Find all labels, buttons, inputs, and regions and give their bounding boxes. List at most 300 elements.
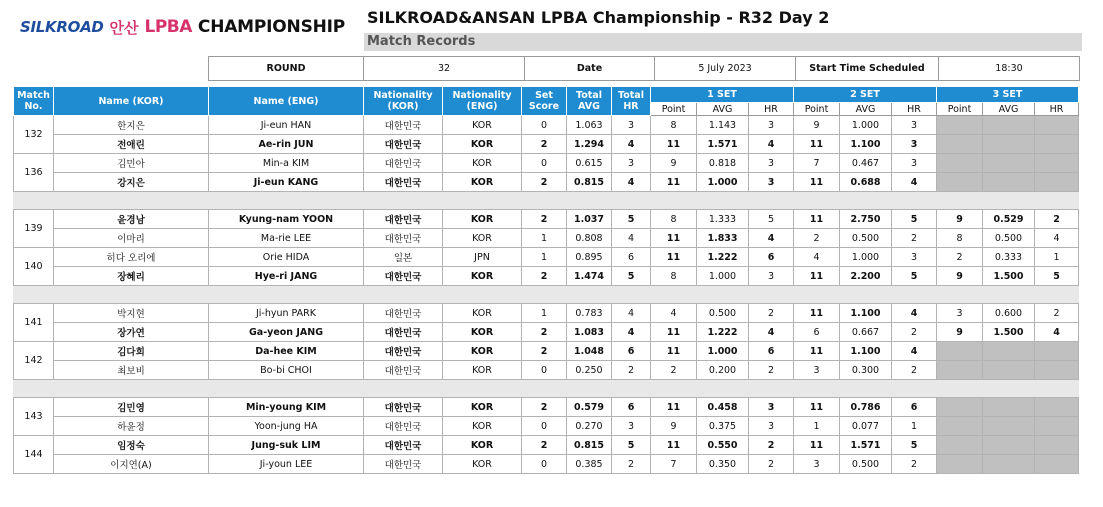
player-row bbox=[14, 455, 1079, 474]
set2-hr: 5 bbox=[892, 267, 937, 286]
set-score: 2 bbox=[522, 135, 567, 154]
separator-cell bbox=[14, 286, 1079, 304]
set1-point: 11 bbox=[651, 173, 697, 192]
match-number: 132 bbox=[14, 116, 54, 154]
set1-point: 11 bbox=[651, 342, 697, 361]
set3-point: 3 bbox=[937, 304, 983, 323]
set2-hr: 3 bbox=[892, 154, 937, 173]
set3-hr: 4 bbox=[1035, 323, 1079, 342]
player-name-eng: Orie HIDA bbox=[209, 248, 364, 267]
nationality-kor: 대한민국 bbox=[364, 210, 443, 229]
header-set-2: 2 SET bbox=[794, 87, 937, 103]
set1-point: 8 bbox=[651, 116, 697, 135]
player-name-eng: Hye-ri JANG bbox=[209, 267, 364, 286]
set3-point: 2 bbox=[937, 248, 983, 267]
set2-hr: 3 bbox=[892, 248, 937, 267]
round-value: 32 bbox=[364, 57, 525, 81]
header-set2-avg: AVG bbox=[840, 103, 892, 116]
set-score: 0 bbox=[522, 154, 567, 173]
header-set1-avg: AVG bbox=[697, 103, 749, 116]
total-avg: 1.048 bbox=[567, 342, 612, 361]
player-name-kor: 전애린 bbox=[54, 135, 209, 154]
total-avg: 1.474 bbox=[567, 267, 612, 286]
total-avg: 0.579 bbox=[567, 398, 612, 417]
nationality-eng: KOR bbox=[443, 116, 522, 135]
set3-empty-cell bbox=[983, 173, 1035, 192]
group-separator bbox=[14, 380, 1079, 398]
group-separator bbox=[14, 192, 1079, 210]
date-value: 5 July 2023 bbox=[655, 57, 796, 81]
total-hr: 6 bbox=[612, 398, 651, 417]
set3-hr: 1 bbox=[1035, 248, 1079, 267]
set2-avg: 0.500 bbox=[840, 229, 892, 248]
set2-hr: 3 bbox=[892, 116, 937, 135]
set3-empty-cell bbox=[983, 116, 1035, 135]
set3-empty-cell bbox=[983, 436, 1035, 455]
total-avg: 0.783 bbox=[567, 304, 612, 323]
set3-empty-cell bbox=[1035, 398, 1079, 417]
nationality-kor: 대한민국 bbox=[364, 135, 443, 154]
player-name-kor: 장가연 bbox=[54, 323, 209, 342]
player-name-kor: 히다 오리에 bbox=[54, 248, 209, 267]
player-name-kor: 윤경남 bbox=[54, 210, 209, 229]
header-set1-hr: HR bbox=[749, 103, 794, 116]
header-set3-point: Point bbox=[937, 103, 983, 116]
set2-avg: 0.077 bbox=[840, 417, 892, 436]
set3-empty-cell bbox=[937, 361, 983, 380]
set1-avg: 1.143 bbox=[697, 116, 749, 135]
set2-avg: 1.100 bbox=[840, 342, 892, 361]
set-score: 2 bbox=[522, 267, 567, 286]
total-hr: 3 bbox=[612, 116, 651, 135]
set2-avg: 0.667 bbox=[840, 323, 892, 342]
set-score: 1 bbox=[522, 304, 567, 323]
player-name-kor: 강지은 bbox=[54, 173, 209, 192]
nationality-eng: KOR bbox=[443, 361, 522, 380]
match-number: 141 bbox=[14, 304, 54, 342]
set1-point: 11 bbox=[651, 248, 697, 267]
logo-lpba-text: LPBA bbox=[144, 17, 192, 37]
set1-point: 4 bbox=[651, 304, 697, 323]
set2-hr: 2 bbox=[892, 361, 937, 380]
set3-empty-cell bbox=[937, 455, 983, 474]
nationality-eng: KOR bbox=[443, 229, 522, 248]
player-name-eng: Da-hee KIM bbox=[209, 342, 364, 361]
player-row bbox=[14, 417, 1079, 436]
set3-avg: 0.333 bbox=[983, 248, 1035, 267]
nationality-kor: 대한민국 bbox=[364, 267, 443, 286]
separator-cell bbox=[14, 192, 1079, 210]
nationality-kor: 대한민국 bbox=[364, 173, 443, 192]
logo-championship-text: CHAMPIONSHIP bbox=[197, 17, 346, 37]
player-name-kor: 한지은 bbox=[54, 116, 209, 135]
total-avg: 0.250 bbox=[567, 361, 612, 380]
set1-hr: 6 bbox=[749, 248, 794, 267]
set2-avg: 0.688 bbox=[840, 173, 892, 192]
set3-empty-cell bbox=[983, 135, 1035, 154]
nationality-eng: KOR bbox=[443, 135, 522, 154]
set2-hr: 5 bbox=[892, 436, 937, 455]
set-score: 1 bbox=[522, 248, 567, 267]
set3-empty-cell bbox=[937, 135, 983, 154]
set3-empty-cell bbox=[1035, 173, 1079, 192]
set1-point: 8 bbox=[651, 267, 697, 286]
header-set1-point: Point bbox=[651, 103, 697, 116]
set3-empty-cell bbox=[937, 436, 983, 455]
player-name-eng: Ji-hyun PARK bbox=[209, 304, 364, 323]
total-hr: 4 bbox=[612, 323, 651, 342]
set1-avg: 1.833 bbox=[697, 229, 749, 248]
header-set-3: 3 SET bbox=[937, 87, 1079, 103]
set1-avg: 0.818 bbox=[697, 154, 749, 173]
nationality-eng: KOR bbox=[443, 342, 522, 361]
set1-hr: 4 bbox=[749, 323, 794, 342]
start-time-value: 18:30 bbox=[939, 57, 1080, 81]
player-name-kor: 김다희 bbox=[54, 342, 209, 361]
set3-empty-cell bbox=[1035, 417, 1079, 436]
nationality-kor: 일본 bbox=[364, 248, 443, 267]
nationality-kor: 대한민국 bbox=[364, 436, 443, 455]
set2-point: 11 bbox=[794, 267, 840, 286]
header-name-eng: Name (ENG) bbox=[209, 87, 364, 116]
set2-avg: 1.000 bbox=[840, 116, 892, 135]
set2-point: 11 bbox=[794, 342, 840, 361]
total-avg: 0.815 bbox=[567, 436, 612, 455]
round-label: ROUND bbox=[209, 57, 364, 81]
set2-point: 11 bbox=[794, 398, 840, 417]
set3-empty-cell bbox=[937, 154, 983, 173]
page-title: SILKROAD&ANSAN LPBA Championship - R32 Day 2 bbox=[367, 8, 830, 27]
set1-avg: 1.000 bbox=[697, 173, 749, 192]
set1-avg: 0.550 bbox=[697, 436, 749, 455]
set3-empty-cell bbox=[937, 398, 983, 417]
player-row bbox=[14, 342, 1079, 361]
player-row bbox=[14, 304, 1079, 323]
set3-empty-cell bbox=[1035, 361, 1079, 380]
set-score: 2 bbox=[522, 342, 567, 361]
match-number: 140 bbox=[14, 248, 54, 286]
set1-point: 11 bbox=[651, 398, 697, 417]
set3-empty-cell bbox=[1035, 436, 1079, 455]
championship-logo bbox=[20, 12, 345, 42]
set1-point: 11 bbox=[651, 323, 697, 342]
set3-empty-cell bbox=[983, 417, 1035, 436]
total-hr: 5 bbox=[612, 267, 651, 286]
nationality-eng: KOR bbox=[443, 267, 522, 286]
set2-point: 9 bbox=[794, 116, 840, 135]
set1-avg: 0.458 bbox=[697, 398, 749, 417]
group-separator bbox=[14, 286, 1079, 304]
set2-hr: 4 bbox=[892, 173, 937, 192]
nationality-kor: 대한민국 bbox=[364, 361, 443, 380]
player-name-eng: Ji-eun KANG bbox=[209, 173, 364, 192]
set1-avg: 0.500 bbox=[697, 304, 749, 323]
set-score: 2 bbox=[522, 210, 567, 229]
header-name-kor: Name (KOR) bbox=[54, 87, 209, 116]
set-score: 1 bbox=[522, 229, 567, 248]
set-score: 0 bbox=[522, 417, 567, 436]
set1-hr: 6 bbox=[749, 342, 794, 361]
player-name-kor: 하윤정 bbox=[54, 417, 209, 436]
separator-cell bbox=[14, 380, 1079, 398]
nationality-eng: KOR bbox=[443, 210, 522, 229]
player-row bbox=[14, 248, 1079, 267]
header-nationality-eng: Nationality (ENG) bbox=[443, 87, 522, 116]
round-info-table bbox=[208, 56, 1080, 81]
set2-hr: 2 bbox=[892, 455, 937, 474]
header-set3-hr: HR bbox=[1035, 103, 1079, 116]
set2-avg: 1.000 bbox=[840, 248, 892, 267]
set-score: 0 bbox=[522, 116, 567, 135]
date-label: Date bbox=[525, 57, 655, 81]
set3-empty-cell bbox=[983, 342, 1035, 361]
set1-point: 11 bbox=[651, 229, 697, 248]
logo-ansan-text: 안산 bbox=[109, 18, 139, 37]
header-set-score: Set Score bbox=[522, 87, 567, 116]
player-row bbox=[14, 267, 1079, 286]
nationality-kor: 대한민국 bbox=[364, 398, 443, 417]
player-name-eng: Yoon-jung HA bbox=[209, 417, 364, 436]
set1-hr: 2 bbox=[749, 436, 794, 455]
nationality-eng: KOR bbox=[443, 455, 522, 474]
player-name-eng: Jung-suk LIM bbox=[209, 436, 364, 455]
set1-point: 11 bbox=[651, 436, 697, 455]
set1-avg: 0.200 bbox=[697, 361, 749, 380]
set1-hr: 2 bbox=[749, 304, 794, 323]
header-total-hr: Total HR bbox=[612, 87, 651, 116]
player-name-kor: 박지현 bbox=[54, 304, 209, 323]
set2-hr: 1 bbox=[892, 417, 937, 436]
set2-point: 11 bbox=[794, 210, 840, 229]
set3-hr: 2 bbox=[1035, 304, 1079, 323]
set2-point: 11 bbox=[794, 173, 840, 192]
set1-avg: 1.222 bbox=[697, 248, 749, 267]
set3-empty-cell bbox=[937, 173, 983, 192]
total-hr: 3 bbox=[612, 154, 651, 173]
total-avg: 1.037 bbox=[567, 210, 612, 229]
total-hr: 3 bbox=[612, 417, 651, 436]
set2-avg: 1.571 bbox=[840, 436, 892, 455]
set3-point: 8 bbox=[937, 229, 983, 248]
nationality-eng: KOR bbox=[443, 436, 522, 455]
nationality-eng: KOR bbox=[443, 417, 522, 436]
set1-hr: 4 bbox=[749, 229, 794, 248]
nationality-kor: 대한민국 bbox=[364, 323, 443, 342]
set2-point: 11 bbox=[794, 436, 840, 455]
set-score: 2 bbox=[522, 398, 567, 417]
total-hr: 6 bbox=[612, 248, 651, 267]
header-set2-hr: HR bbox=[892, 103, 937, 116]
set2-point: 7 bbox=[794, 154, 840, 173]
set2-point: 6 bbox=[794, 323, 840, 342]
set3-empty-cell bbox=[1035, 455, 1079, 474]
nationality-eng: JPN bbox=[443, 248, 522, 267]
set1-hr: 3 bbox=[749, 267, 794, 286]
set3-empty-cell bbox=[937, 116, 983, 135]
nationality-kor: 대한민국 bbox=[364, 154, 443, 173]
nationality-kor: 대한민국 bbox=[364, 229, 443, 248]
total-avg: 1.063 bbox=[567, 116, 612, 135]
set3-hr: 2 bbox=[1035, 210, 1079, 229]
set3-avg: 0.500 bbox=[983, 229, 1035, 248]
player-row bbox=[14, 323, 1079, 342]
set1-hr: 2 bbox=[749, 455, 794, 474]
player-name-eng: Ma-rie LEE bbox=[209, 229, 364, 248]
nationality-kor: 대한민국 bbox=[364, 417, 443, 436]
player-name-kor: 김민아 bbox=[54, 154, 209, 173]
player-name-kor: 최보비 bbox=[54, 361, 209, 380]
set3-empty-cell bbox=[983, 398, 1035, 417]
player-name-eng: Min-young KIM bbox=[209, 398, 364, 417]
logo-silkroad-text: SILKROAD bbox=[20, 18, 104, 36]
player-name-eng: Ji-eun HAN bbox=[209, 116, 364, 135]
header-set2-point: Point bbox=[794, 103, 840, 116]
total-hr: 4 bbox=[612, 135, 651, 154]
set2-hr: 3 bbox=[892, 135, 937, 154]
set3-point: 9 bbox=[937, 210, 983, 229]
set2-point: 3 bbox=[794, 455, 840, 474]
match-number: 142 bbox=[14, 342, 54, 380]
set3-avg: 1.500 bbox=[983, 267, 1035, 286]
match-number: 143 bbox=[14, 398, 54, 436]
set2-avg: 1.100 bbox=[840, 135, 892, 154]
player-name-eng: Ae-rin JUN bbox=[209, 135, 364, 154]
header-set-1: 1 SET bbox=[651, 87, 794, 103]
player-name-eng: Min-a KIM bbox=[209, 154, 364, 173]
set-score: 0 bbox=[522, 455, 567, 474]
set2-point: 2 bbox=[794, 229, 840, 248]
set2-hr: 6 bbox=[892, 398, 937, 417]
player-row bbox=[14, 229, 1079, 248]
set3-point: 9 bbox=[937, 323, 983, 342]
set1-point: 11 bbox=[651, 135, 697, 154]
set2-hr: 4 bbox=[892, 304, 937, 323]
set1-hr: 3 bbox=[749, 154, 794, 173]
total-avg: 0.385 bbox=[567, 455, 612, 474]
set2-point: 1 bbox=[794, 417, 840, 436]
set3-empty-cell bbox=[937, 342, 983, 361]
player-row bbox=[14, 116, 1079, 135]
total-avg: 0.808 bbox=[567, 229, 612, 248]
player-name-eng: Kyung-nam YOON bbox=[209, 210, 364, 229]
set1-avg: 1.333 bbox=[697, 210, 749, 229]
total-hr: 4 bbox=[612, 229, 651, 248]
set1-avg: 0.350 bbox=[697, 455, 749, 474]
set2-avg: 0.300 bbox=[840, 361, 892, 380]
set2-point: 3 bbox=[794, 361, 840, 380]
total-avg: 1.083 bbox=[567, 323, 612, 342]
set2-hr: 2 bbox=[892, 229, 937, 248]
total-avg: 0.270 bbox=[567, 417, 612, 436]
set2-avg: 2.200 bbox=[840, 267, 892, 286]
start-time-label: Start Time Scheduled bbox=[796, 57, 939, 81]
set2-avg: 0.467 bbox=[840, 154, 892, 173]
set3-empty-cell bbox=[1035, 154, 1079, 173]
nationality-kor: 대한민국 bbox=[364, 455, 443, 474]
set-score: 2 bbox=[522, 323, 567, 342]
set1-hr: 3 bbox=[749, 398, 794, 417]
total-avg: 0.615 bbox=[567, 154, 612, 173]
total-hr: 2 bbox=[612, 455, 651, 474]
header-nationality-kor: Nationality (KOR) bbox=[364, 87, 443, 116]
set3-empty-cell bbox=[937, 417, 983, 436]
set3-point: 9 bbox=[937, 267, 983, 286]
total-hr: 5 bbox=[612, 436, 651, 455]
player-row bbox=[14, 135, 1079, 154]
set2-avg: 1.100 bbox=[840, 304, 892, 323]
set2-hr: 5 bbox=[892, 210, 937, 229]
total-avg: 0.895 bbox=[567, 248, 612, 267]
set3-avg: 0.600 bbox=[983, 304, 1035, 323]
set3-hr: 5 bbox=[1035, 267, 1079, 286]
match-records-table bbox=[13, 86, 1079, 474]
set2-avg: 0.786 bbox=[840, 398, 892, 417]
total-hr: 6 bbox=[612, 342, 651, 361]
nationality-eng: KOR bbox=[443, 398, 522, 417]
set3-empty-cell bbox=[983, 455, 1035, 474]
set3-empty-cell bbox=[1035, 135, 1079, 154]
header-match-no: Match No. bbox=[14, 87, 54, 116]
set3-avg: 0.529 bbox=[983, 210, 1035, 229]
set-score: 2 bbox=[522, 173, 567, 192]
section-title: Match Records bbox=[364, 33, 1082, 51]
total-hr: 4 bbox=[612, 304, 651, 323]
set1-hr: 3 bbox=[749, 116, 794, 135]
set1-point: 2 bbox=[651, 361, 697, 380]
set1-avg: 1.000 bbox=[697, 342, 749, 361]
nationality-kor: 대한민국 bbox=[364, 304, 443, 323]
player-name-eng: Ga-yeon JANG bbox=[209, 323, 364, 342]
set2-point: 11 bbox=[794, 304, 840, 323]
player-name-kor: 이지연(A) bbox=[54, 455, 209, 474]
total-hr: 2 bbox=[612, 361, 651, 380]
player-row bbox=[14, 436, 1079, 455]
set3-empty-cell bbox=[983, 154, 1035, 173]
player-name-eng: Ji-youn LEE bbox=[209, 455, 364, 474]
match-number: 136 bbox=[14, 154, 54, 192]
set-score: 0 bbox=[522, 361, 567, 380]
player-name-kor: 김민영 bbox=[54, 398, 209, 417]
set1-hr: 3 bbox=[749, 173, 794, 192]
set3-empty-cell bbox=[1035, 116, 1079, 135]
player-name-kor: 이마리 bbox=[54, 229, 209, 248]
set2-point: 11 bbox=[794, 135, 840, 154]
nationality-eng: KOR bbox=[443, 304, 522, 323]
nationality-kor: 대한민국 bbox=[364, 116, 443, 135]
set1-avg: 0.375 bbox=[697, 417, 749, 436]
player-name-eng: Bo-bi CHOI bbox=[209, 361, 364, 380]
set2-avg: 0.500 bbox=[840, 455, 892, 474]
set1-point: 7 bbox=[651, 455, 697, 474]
header-set3-avg: AVG bbox=[983, 103, 1035, 116]
total-hr: 4 bbox=[612, 173, 651, 192]
set1-avg: 1.222 bbox=[697, 323, 749, 342]
set1-avg: 1.000 bbox=[697, 267, 749, 286]
header-total-avg: Total AVG bbox=[567, 87, 612, 116]
set3-empty-cell bbox=[983, 361, 1035, 380]
set1-hr: 2 bbox=[749, 361, 794, 380]
set1-point: 9 bbox=[651, 417, 697, 436]
match-number: 139 bbox=[14, 210, 54, 248]
set1-hr: 3 bbox=[749, 417, 794, 436]
set3-hr: 4 bbox=[1035, 229, 1079, 248]
set-score: 2 bbox=[522, 436, 567, 455]
nationality-eng: KOR bbox=[443, 323, 522, 342]
set2-hr: 2 bbox=[892, 323, 937, 342]
set3-empty-cell bbox=[1035, 342, 1079, 361]
set1-avg: 1.571 bbox=[697, 135, 749, 154]
set2-point: 4 bbox=[794, 248, 840, 267]
